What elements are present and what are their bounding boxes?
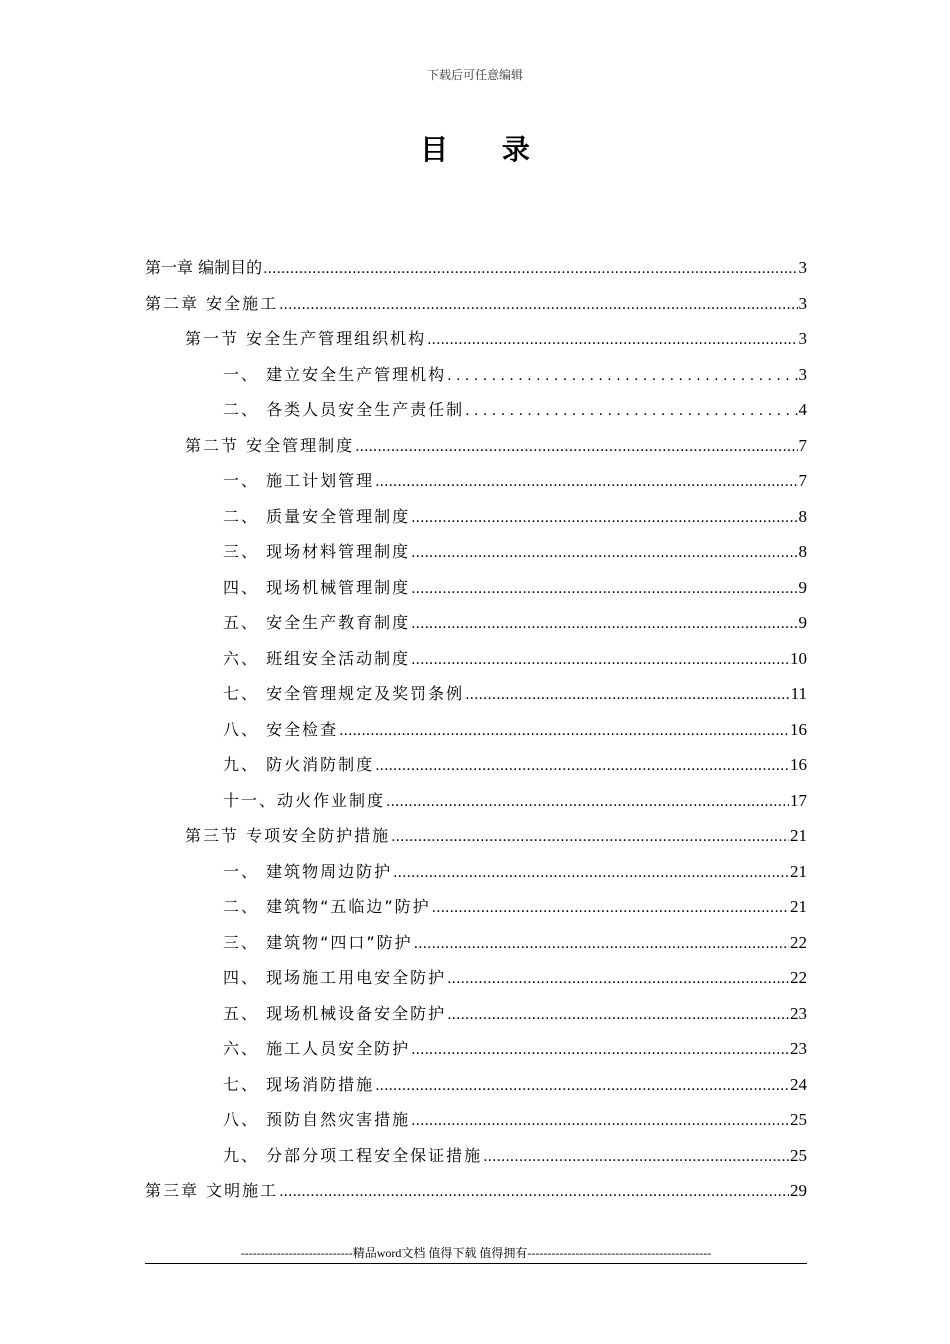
- toc-page-number: 3: [798, 329, 807, 348]
- toc-page-number: 9: [798, 577, 807, 597]
- toc-entry-label: 第三节 专项安全防护措施: [185, 826, 391, 845]
- toc-dot-leader: [339, 714, 789, 750]
- toc-entry-label: 第二章 安全施工: [145, 293, 279, 313]
- toc-entry-label: 六、 施工人员安全防护: [223, 1039, 411, 1058]
- toc-dot-leader: [411, 501, 797, 537]
- toc-dot-leader: [447, 962, 789, 998]
- toc-entry[interactable]: [145, 392, 807, 428]
- toc-entry-label: 一、 建筑物周边防护: [223, 861, 393, 881]
- toc-dot-leader: [411, 1033, 789, 1069]
- toc-page-number: 23: [790, 1039, 807, 1058]
- toc-entry[interactable]: [145, 1138, 807, 1174]
- toc-entry[interactable]: [145, 996, 807, 1032]
- toc-entry-label: 二、 建筑物“五临边”防护: [223, 897, 431, 916]
- toc-dot-leader: [447, 998, 789, 1034]
- toc-dot-leader: [411, 607, 797, 643]
- toc-entry-label: 八、 预防自然灾害措施: [223, 1110, 411, 1129]
- toc-dot-leader: [386, 785, 789, 821]
- toc-entry-label: 四、 现场机械管理制度: [223, 577, 411, 597]
- toc-dot-leader: [427, 323, 797, 359]
- toc-entry[interactable]: [145, 499, 807, 535]
- toc-entry[interactable]: [145, 321, 807, 357]
- toc-entry[interactable]: [145, 747, 807, 783]
- toc-entry-label: 七、 现场消防措施: [223, 1074, 375, 1094]
- toc-entry[interactable]: [145, 534, 807, 570]
- toc-dot-leader: [465, 678, 790, 714]
- toc-entry-label: 二、 各类人员安全生产责任制: [223, 400, 465, 419]
- toc-page-number: 21: [790, 861, 807, 881]
- toc-entry-label: 三、 现场材料管理制度: [223, 542, 411, 561]
- toc-entry-label: 八、 安全检查: [223, 719, 339, 739]
- toc-page-number: 21: [790, 826, 807, 845]
- toc-page-number: 17: [790, 790, 807, 810]
- toc-entry[interactable]: [145, 463, 807, 499]
- toc-dot-leader: [447, 359, 797, 395]
- toc-page-number: 22: [790, 968, 807, 987]
- toc-entry-label: 五、 现场机械设备安全防护: [223, 1003, 447, 1023]
- page-header-note: 下载后可任意编辑: [426, 68, 523, 82]
- toc-entry-label: 七、 安全管理规定及奖罚条例: [223, 684, 465, 703]
- toc-entry-label: 一、 施工计划管理: [223, 471, 375, 490]
- toc-page-number: 25: [790, 1110, 807, 1129]
- toc-page-number: 29: [790, 1181, 807, 1200]
- toc-dot-leader: [375, 1069, 789, 1105]
- toc-page-number: 25: [790, 1145, 807, 1165]
- toc-entry[interactable]: [145, 925, 807, 961]
- toc-page-number: 8: [798, 542, 807, 561]
- toc-entry[interactable]: [145, 1031, 807, 1067]
- toc-entry[interactable]: [145, 641, 807, 677]
- toc-entry-label: 五、 安全生产教育制度: [223, 613, 411, 632]
- toc-entry[interactable]: [145, 676, 807, 712]
- toc-entry-label: 六、 班组安全活动制度: [223, 648, 411, 668]
- toc-dot-leader: [411, 1104, 789, 1140]
- toc-entry-label: 第二节 安全管理制度: [185, 435, 355, 455]
- toc-page-number: 4: [798, 400, 807, 419]
- toc-entry-label: 第三章 文明施工: [145, 1181, 279, 1200]
- toc-entry-label: 四、 现场施工用电安全防护: [223, 968, 447, 987]
- toc-dot-leader: [414, 927, 789, 963]
- toc-entry-label: 三、 建筑物“四口”防护: [223, 932, 413, 952]
- toc-page-number: 11: [790, 684, 807, 703]
- toc-entry[interactable]: [145, 570, 807, 606]
- toc-entry[interactable]: [145, 357, 807, 393]
- toc-dot-leader: [393, 856, 789, 892]
- toc-dot-leader: [279, 288, 797, 324]
- toc-entry[interactable]: [145, 605, 807, 641]
- toc-page-number: 8: [798, 506, 807, 526]
- toc-entry[interactable]: [145, 854, 807, 890]
- toc-dot-leader: [263, 252, 797, 288]
- toc-dot-leader: [279, 1175, 789, 1211]
- toc-page-number: 9: [798, 613, 807, 632]
- toc-dot-leader: [391, 820, 789, 856]
- toc-dot-leader: [465, 394, 797, 430]
- page-title: 目 录: [420, 133, 552, 166]
- footer-divider: [145, 1263, 807, 1264]
- toc-entry[interactable]: [145, 783, 807, 819]
- toc-dot-leader: [411, 536, 797, 572]
- toc-page-number: 23: [790, 1003, 807, 1023]
- toc-entry[interactable]: [145, 428, 807, 464]
- toc-entry-label: 第一章 编制目的: [145, 258, 263, 277]
- toc-entry[interactable]: [145, 818, 807, 854]
- toc-entry[interactable]: [145, 286, 807, 322]
- toc-entry[interactable]: [145, 712, 807, 748]
- toc-dot-leader: [483, 1140, 789, 1176]
- toc-page-number: 3: [798, 258, 807, 277]
- toc-dot-leader: [375, 465, 797, 501]
- toc-page-number: 7: [798, 471, 807, 490]
- toc-dot-leader: [411, 572, 797, 608]
- toc-page-number: 7: [798, 435, 807, 455]
- toc-page-number: 3: [798, 364, 807, 384]
- toc-dot-leader: [375, 749, 789, 785]
- toc-page-number: 21: [790, 897, 807, 916]
- toc-entry-label: 二、 质量安全管理制度: [223, 506, 411, 526]
- toc-entry[interactable]: [145, 250, 807, 286]
- toc-dot-leader: [411, 643, 789, 679]
- toc-entry-label: 一、 建立安全生产管理机构: [223, 364, 447, 384]
- toc-dot-leader: [432, 891, 789, 927]
- toc-entry-label: 十一、动火作业制度: [223, 790, 386, 810]
- toc-page-number: 24: [790, 1074, 807, 1094]
- toc-page-number: 22: [790, 932, 807, 952]
- toc-page-number: 16: [790, 755, 807, 774]
- toc-entry[interactable]: [145, 960, 807, 996]
- table-of-contents: [145, 250, 807, 1209]
- page-footer-note: ----------------------------精品word文档 值得下载 值得拥有----------------------------------------------: [240, 1246, 712, 1260]
- toc-page-number: 16: [790, 719, 807, 739]
- toc-page-number: 3: [798, 293, 807, 313]
- toc-entry[interactable]: [145, 1173, 807, 1209]
- toc-entry-label: 九、 分部分项工程安全保证措施: [223, 1145, 483, 1165]
- toc-entry-label: 九、 防火消防制度: [223, 755, 375, 774]
- toc-entry[interactable]: [145, 1102, 807, 1138]
- toc-entry-label: 第一节 安全生产管理组织机构: [185, 329, 427, 348]
- toc-entry[interactable]: [145, 1067, 807, 1103]
- toc-entry[interactable]: [145, 889, 807, 925]
- toc-page-number: 10: [790, 648, 807, 668]
- toc-dot-leader: [355, 430, 797, 466]
